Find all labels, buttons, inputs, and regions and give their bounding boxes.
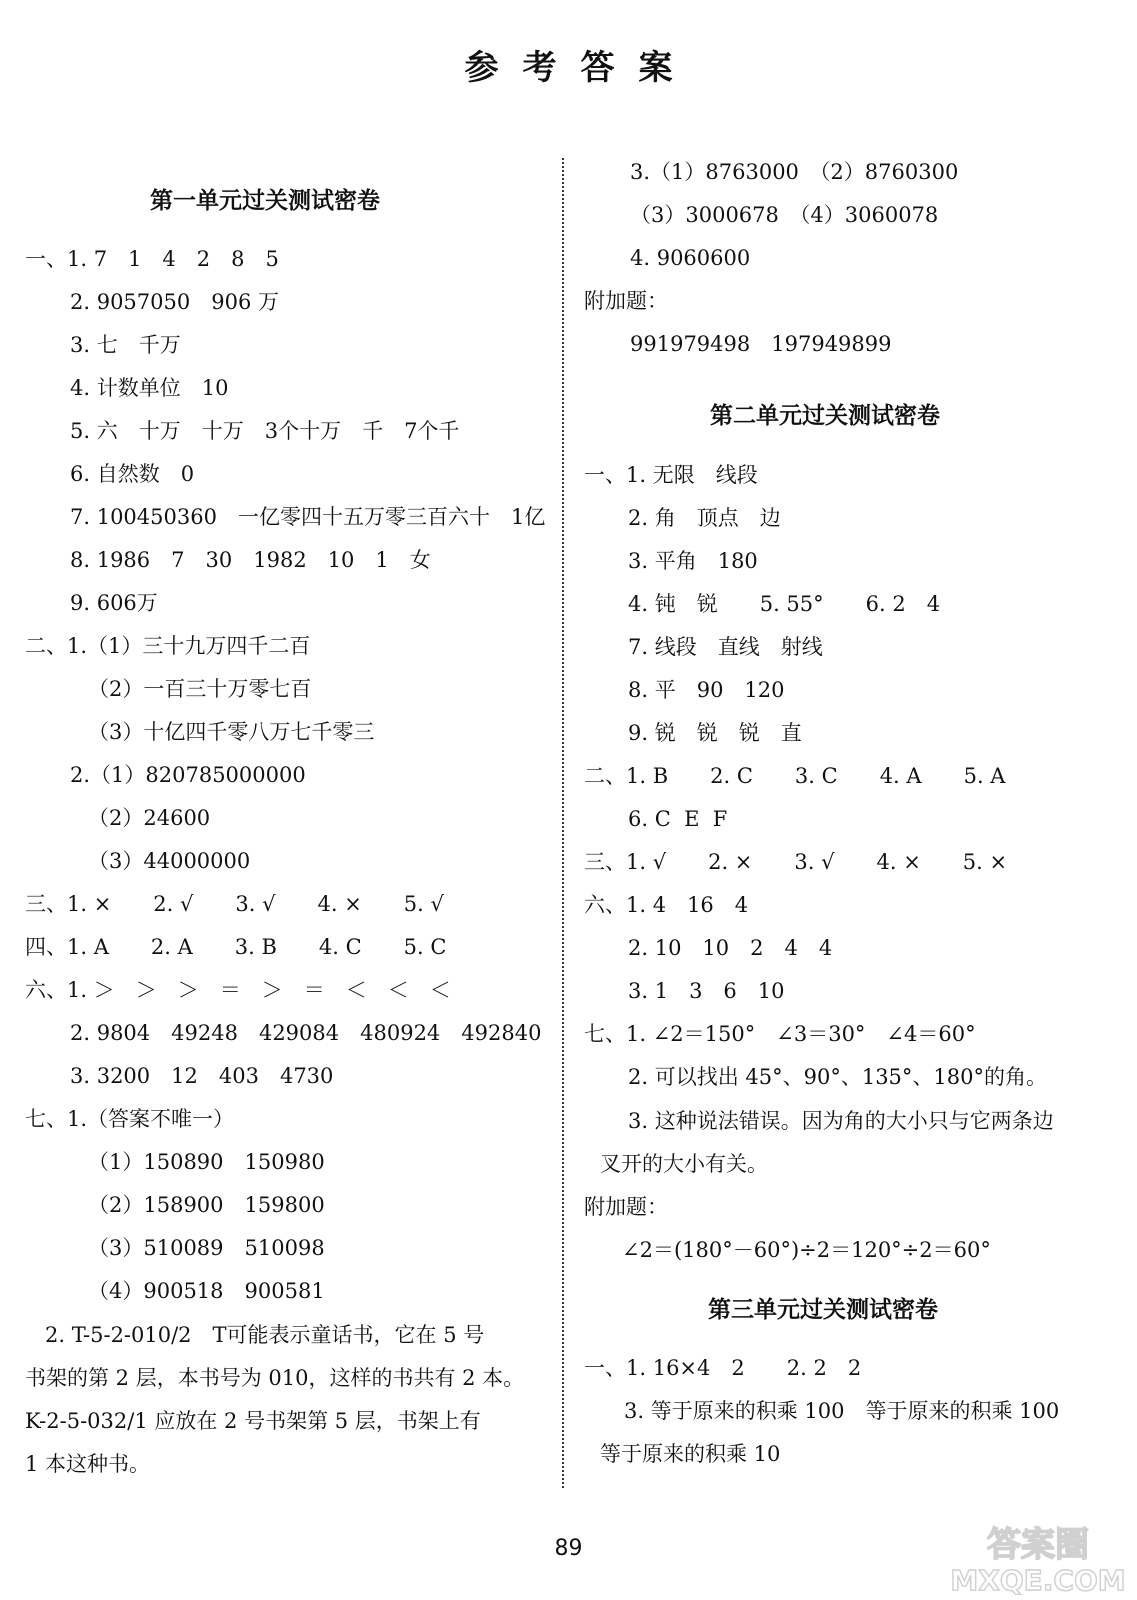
- answer-line: 六、1. 4 16 4: [584, 893, 749, 917]
- answer-line: 7. 线段 直线 射线: [628, 635, 823, 659]
- answer-line: 3. 等于原来的积乘 100 等于原来的积乘 100: [624, 1399, 1060, 1423]
- answer-line: （3）44000000: [88, 849, 251, 873]
- answer-line: （2）24600: [88, 806, 211, 830]
- answer-line: 3.（1）8763000 （2）8760300: [630, 160, 959, 184]
- answer-line: （3）510089 510098: [88, 1236, 325, 1260]
- answer-line: 4. 计数单位 10: [70, 376, 229, 400]
- answer-line: 6. 自然数 0: [70, 462, 195, 486]
- answer-line: 7. 100450360 一亿零四十五万零三百六十 1亿: [70, 505, 546, 529]
- answer-line: 三、1. √ 2. × 3. √ 4. × 5. ×: [584, 850, 1008, 874]
- answer-line: ∠2＝(180°－60°)÷2＝120°÷2＝60°: [622, 1238, 991, 1262]
- answer-line: 2. 9057050 906 万: [70, 290, 279, 314]
- answer-line: 一、1. 无限 线段: [584, 463, 758, 487]
- answer-line: 附加题：: [584, 1195, 668, 1219]
- answer-line: 4. 9060600: [630, 246, 751, 270]
- answer-line: 附加题：: [584, 289, 668, 313]
- answer-line: 2. 可以找出 45°、90°、135°、180°的角。: [628, 1065, 1047, 1089]
- page-number: 89: [554, 1536, 583, 1561]
- answer-line: （4）900518 900581: [88, 1279, 325, 1303]
- answer-line: 叉开的大小有关。: [600, 1152, 768, 1176]
- answer-line: K-2-5-032/1 应放在 2 号书架第 5 层，书架上有: [25, 1409, 481, 1433]
- answer-line: 8. 平 90 120: [628, 678, 785, 702]
- section-heading-unit2: 第二单元过关测试密卷: [710, 403, 940, 429]
- answer-line: 3. 1 3 6 10: [628, 979, 785, 1003]
- answer-line: （2）一百三十万零七百: [88, 677, 312, 701]
- watermark-logo: [948, 1518, 1128, 1596]
- answer-line: 8. 1986 7 30 1982 10 1 女: [70, 548, 431, 572]
- column-divider: [562, 158, 564, 1488]
- answer-line: 一、1. 16×4 2 2. 2 2: [584, 1356, 862, 1380]
- answer-line: （3）十亿四千零八万七千零三: [88, 720, 375, 744]
- answer-line: 3. 平角 180: [628, 549, 758, 573]
- answer-line: 等于原来的积乘 10: [600, 1442, 781, 1466]
- answer-line: 2. 9804 49248 429084 480924 492840: [70, 1021, 542, 1045]
- page-title: 参考答案: [464, 48, 697, 88]
- answer-line: 2. 角 顶点 边: [628, 506, 781, 530]
- answer-line: （2）158900 159800: [88, 1193, 325, 1217]
- answer-line: 七、1.（答案不唯一）: [25, 1107, 235, 1131]
- answer-line: 3. 这种说法错误。因为角的大小只与它两条边: [628, 1109, 1054, 1133]
- answer-line: 1 本这种书。: [25, 1452, 151, 1476]
- watermark-text: 答案圈: [987, 1525, 1089, 1565]
- answer-line: 2. T-5-2-010/2 T可能表示童话书，它在 5 号: [45, 1323, 485, 1347]
- answer-line: 3. 3200 12 403 4730: [70, 1064, 334, 1088]
- answer-line: 一、1. 7 1 4 2 8 5: [25, 247, 279, 271]
- section-heading-unit3: 第三单元过关测试密卷: [708, 1297, 938, 1323]
- answer-line: 三、1. × 2. √ 3. √ 4. × 5. √: [25, 892, 444, 916]
- answer-line: （1）150890 150980: [88, 1150, 325, 1174]
- watermark-url: MXQE.COM: [950, 1564, 1126, 1596]
- answer-line: 4. 钝 锐 5. 55° 6. 2 4: [628, 592, 941, 616]
- answer-line: 书架的第 2 层，本书号为 010，这样的书共有 2 本。: [25, 1366, 525, 1390]
- answer-line: 六、1. ＞ ＞ ＞ ＝ ＞ ＝ ＜ ＜ ＜: [25, 978, 451, 1002]
- answer-line: 9. 锐 锐 锐 直: [628, 721, 802, 745]
- answer-line: 2. 10 10 2 4 4: [628, 936, 833, 960]
- section-heading-unit1: 第一单元过关测试密卷: [150, 188, 380, 214]
- answer-line: 二、1. B 2. C 3. C 4. A 5. A: [584, 764, 1006, 788]
- answer-line: 5. 六 十万 十万 3个十万 千 7个千: [70, 419, 460, 443]
- answer-line: 四、1. A 2. A 3. B 4. C 5. C: [25, 935, 447, 959]
- answer-line: 991979498 197949899: [630, 332, 892, 356]
- answer-line: 9. 606万: [70, 591, 158, 615]
- answer-line: 七、1. ∠2＝150° ∠3＝30° ∠4＝60°: [584, 1022, 976, 1046]
- answer-line: 3. 七 千万: [70, 333, 181, 357]
- answer-line: 2.（1）820785000000: [70, 763, 306, 787]
- answer-line: （3）3000678 （4）3060078: [630, 203, 939, 227]
- answer-line: 二、1.（1）三十九万四千二百: [25, 634, 311, 658]
- answer-line: 6. C E F: [628, 807, 728, 831]
